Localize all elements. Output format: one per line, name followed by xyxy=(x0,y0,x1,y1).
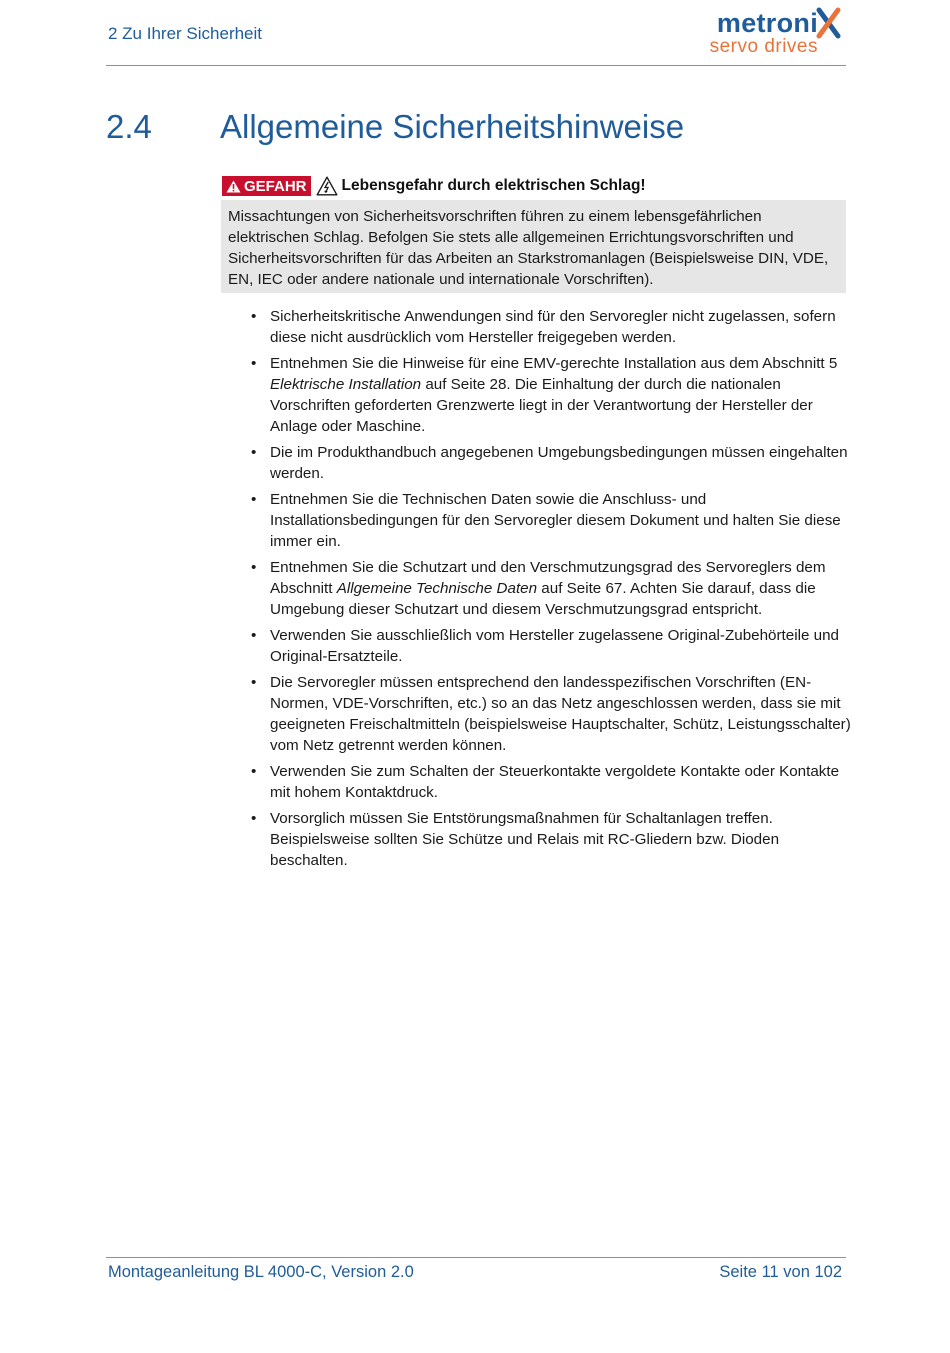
section-number: 2.4 xyxy=(106,108,152,145)
section-reference: Elektrische Installation xyxy=(270,376,422,393)
warning-text-box: Missachtungen von Sicherheitsvorschriften führen zu einem lebensgefährlichen elektrischen Schlag. Befolgen Sie stets alle allgemeinen Errichtungsvorschriften und Sicherheitsvorschriften für das Arbeiten an Starkstromanlagen (Beispielsweise DIN, VDE, EN, IEC oder andere nationale und internationale Vorschriften). xyxy=(221,200,846,293)
logo-tagline: servo drives xyxy=(709,36,818,57)
bullet-icon: • xyxy=(251,355,257,372)
document-title: Montageanleitung BL 4000-C, Version 2.0 xyxy=(108,1263,414,1281)
bullet-icon: • xyxy=(251,559,257,576)
safety-notes-list xyxy=(251,306,851,876)
bullet-icon: • xyxy=(251,810,257,827)
header-divider xyxy=(106,65,846,66)
bullet-icon: • xyxy=(251,491,257,508)
bullet-icon: • xyxy=(251,308,257,325)
logo-wordmark: metroni xyxy=(716,8,818,38)
list-item: • Vorsorglich müssen Sie Entstörungsmaßnahmen für Schaltanlagen treffen. Beispielsweise sollten Sie Schütze und Relais mit RC-Gliedern bzw. Dioden beschalten. xyxy=(251,810,780,869)
list-item: • Verwenden Sie ausschließlich vom Hersteller zugelassene Original-Zubehörteile und Original-Ersatzteile. xyxy=(251,627,839,665)
section-title: Allgemeine Sicherheitshinweise xyxy=(220,108,685,145)
chapter-heading: 2 Zu Ihrer Sicherheit xyxy=(108,24,263,43)
logo-x-icon xyxy=(816,6,842,40)
warning-title: Lebensgefahr durch elektrischen Schlag! xyxy=(341,177,646,194)
list-item: • Die Servoregler müssen entsprechend den landesspezifischen Vorschriften (EN-Normen, VDE-Vorschriften, etc.) so an das Netz angeschlossen werden, dass sie mit geeigneten Freischaltmitteln (beispielsweise Hauptschalter, Schütz, Leistungsschalter) vom Netz getrennt werden können. xyxy=(251,674,851,754)
list-item: • Entnehmen Sie die Technischen Daten sowie die Anschluss- und Installationsbedingungen für den Servoregler diesem Dokument und halten Sie diese immer ein. xyxy=(251,491,841,550)
danger-badge xyxy=(222,176,311,196)
list-item: • Entnehmen Sie die Hinweise für eine EMV-gerechte Installation aus dem Abschnitt 5 Elektrische Installation auf Seite 28. Die Einhaltung der durch die nationalen Vorschriften geforderten Grenzwerte liegt in der Verantwortung der Hersteller der Anlage oder Maschine. xyxy=(251,355,838,435)
bullet-icon: • xyxy=(251,627,257,644)
list-item: • Die im Produkthandbuch angegebenen Umgebungsbedingungen müssen eingehalten werden. xyxy=(251,444,848,482)
bullet-icon: • xyxy=(251,444,257,461)
footer-divider xyxy=(106,1257,846,1258)
page-number: Seite 11 von 102 xyxy=(719,1263,842,1281)
bullet-icon: • xyxy=(251,674,257,691)
section-reference: Allgemeine Technische Daten xyxy=(336,580,538,597)
electrical-hazard-icon xyxy=(316,176,338,196)
danger-badge-label: GEFAHR xyxy=(244,177,307,195)
list-item: • Entnehmen Sie die Schutzart und den Verschmutzungsgrad des Servoreglers dem Abschnitt Allgemeine Technische Daten auf Seite 67. Achten Sie darauf, dass die Umgebung dieser Schutzart und diesem Verschmutzungsgrad entspricht. xyxy=(251,559,826,618)
list-item: • Sicherheitskritische Anwendungen sind für den Servoregler nicht zugelassen, sofern diese nicht ausdrücklich vom Hersteller freigegeben werden. xyxy=(251,308,836,346)
bullet-icon: • xyxy=(251,763,257,780)
warning-triangle-icon xyxy=(226,180,241,193)
warning-header xyxy=(222,176,646,196)
list-item: • Verwenden Sie zum Schalten der Steuerkontakte vergoldete Kontakte oder Kontakte mit hohem Kontaktdruck. xyxy=(251,763,840,801)
metronix-logo xyxy=(692,6,842,58)
